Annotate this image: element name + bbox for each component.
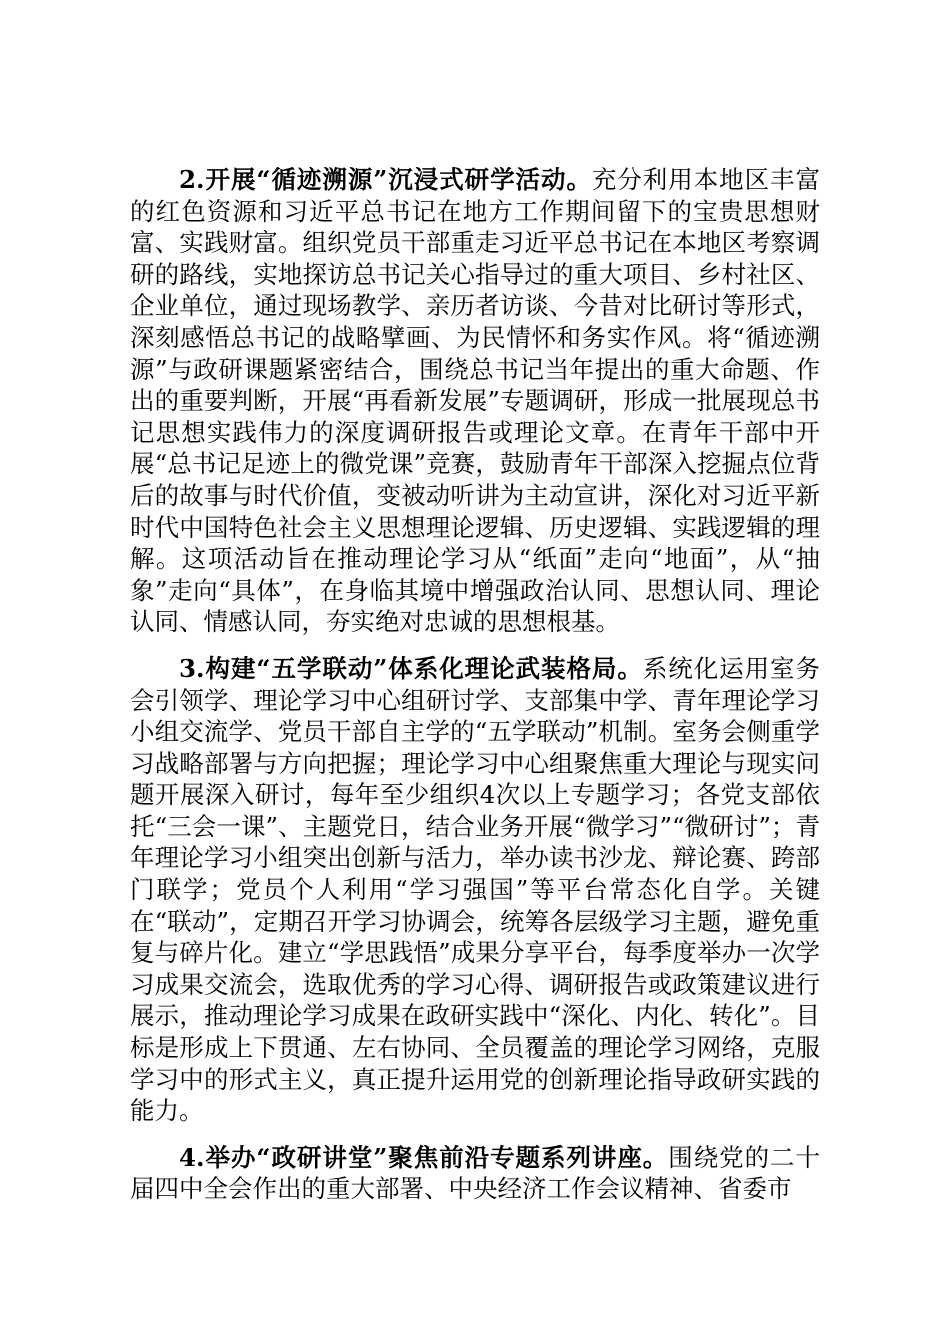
- document-body: [130, 164, 820, 1220]
- paragraph-text: 充分利用本地区丰富的红色资源和习近平总书记在地方工作期间留下的宝贵思想财富、实践财富。组织党员干部重走习近平总书记在本地区考察调研的路线，实地探访总书记关心指导过的重大项目、乡村社区、企业单位，通过现场教学、亲历者访谈、今昔对比研讨等形式，深刻感悟总书记的战略擘画、为民情怀和务实作风。将“循迹溯源”与政研课题紧密结合，围绕总书记当年提出的重大命题、作出的重要判断，开展“再看新发展”专题调研，形成一批展现总书记思想实践伟力的深度调研报告或理论文章。在青年干部中开展“总书记足迹上的微党课”竞赛，鼓励青年干部深入挖掘点位背后的故事与时代价值，变被动听讲为主动宣讲，深化对习近平新时代中国特色社会主义思想理论逻辑、历史逻辑、实践逻辑的理解。这项活动旨在推动理论学习从“纸面”走向“地面”，从“抽象”走向“具体”，在身临其境中增强政治认同、思想认同、理论认同、情感认同，夯实绝对忠诚的思想根基。: [130, 165, 821, 637]
- paragraph-text: 围绕党的二十届四中全会作出的重大部署、中央经济工作会议精神、省委市: [130, 1142, 820, 1204]
- paragraph-text: 系统化运用室务会引领学、理论学习中心组研讨学、支部集中学、青年理论学习小组交流学、党员干部自主学的“五学联动”机制。室务会侧重学习战略部署与方向把握；理论学习中心组聚焦重大理论与现实问题开展深入研讨，每年至少组织4次以上专题学习；各党支部依托“三会一课”、主题党日，结合业务开展“微学习”“微研讨”；青年理论学习小组突出创新与活力，举办读书沙龙、辩论赛、跨部门联学；党员个人利用“学习强国”等平台常态化自学。关键在“联动”，定期召开学习协调会，统筹各层级学习主题，避免重复与碎片化。建立“学思践悟”成果分享平台，每季度举办一次学习成果交流会，选取优秀的学习心得、调研报告或政策建议进行展示，推动理论学习成果在政研实践中“深化、内化、转化”。目标是形成上下贯通、左右协同、全员覆盖的理论学习网络，克服学习中的形式主义，真正提升运用党的创新理论指导政研实践的能力。: [130, 653, 821, 1126]
- paragraph-item-4: [130, 1142, 820, 1205]
- paragraph-item-3: [130, 653, 820, 1127]
- paragraph-heading: 2.开展“循迹溯源”沉浸式研学活动。: [179, 165, 592, 194]
- paragraph-heading: 3.构建“五学联动”体系化理论武装格局。: [179, 653, 643, 683]
- paragraph-heading: 4.举办“政研讲堂”聚焦前沿专题系列讲座。: [179, 1142, 669, 1172]
- paragraph-item-2: [130, 164, 820, 638]
